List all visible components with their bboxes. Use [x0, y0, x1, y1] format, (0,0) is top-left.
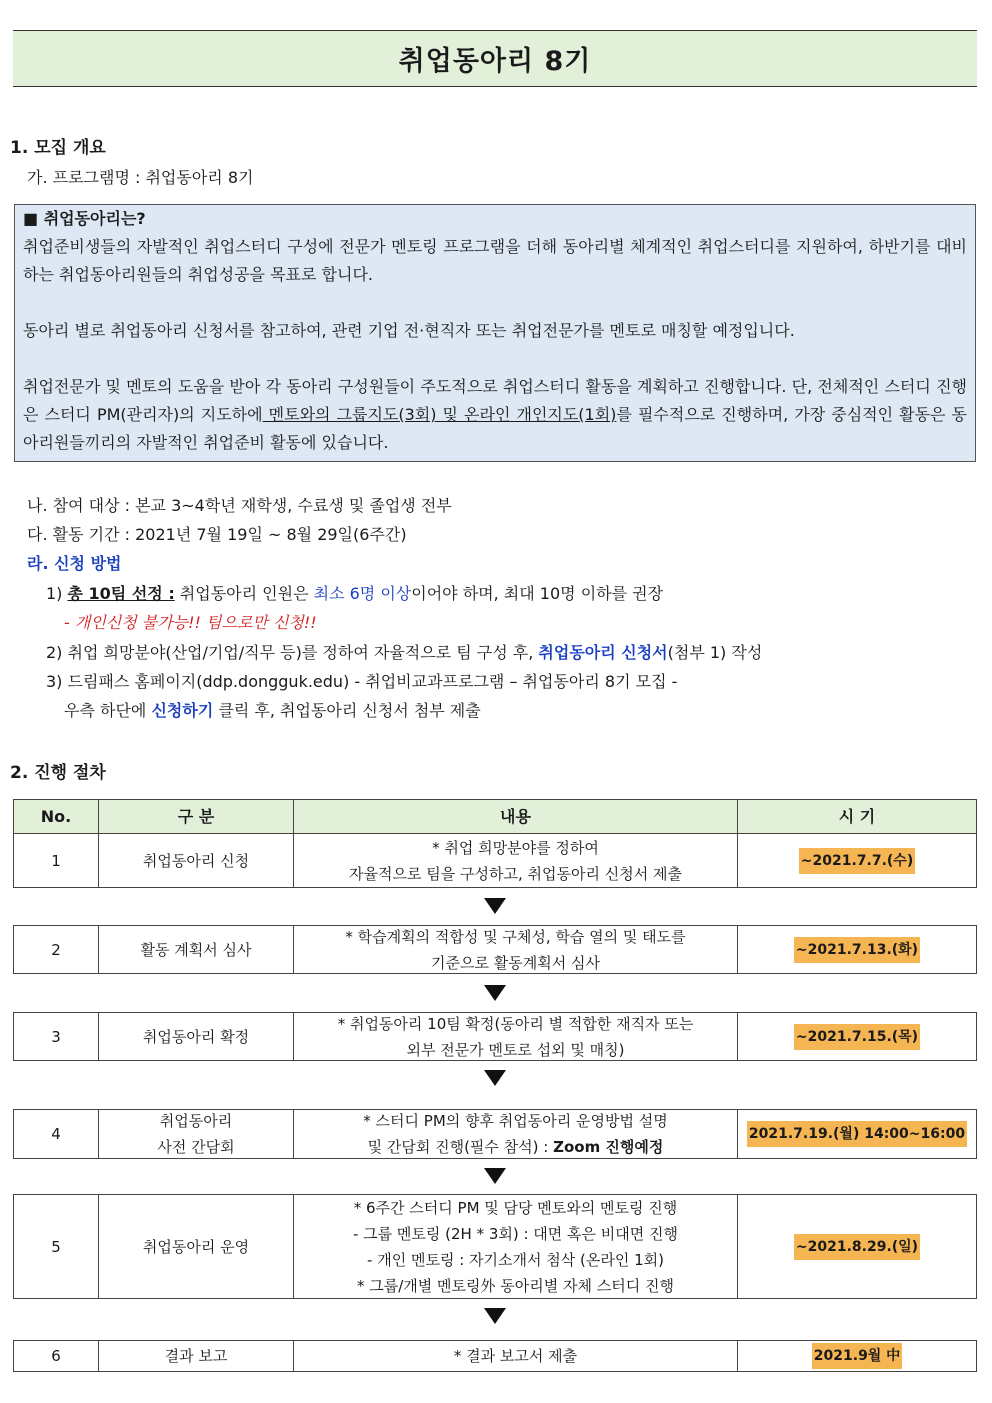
row-no: 1: [14, 834, 99, 887]
table-header: [13, 799, 977, 834]
row-timing: [738, 1195, 976, 1298]
content-line: 외부 전문가 멘토로 섭외 및 매칭): [406, 1040, 625, 1059]
row-content: [294, 1013, 738, 1060]
apply-item-1-blue: 최소 6명 이상: [313, 584, 412, 603]
header-content: 내용: [294, 800, 738, 833]
timing-highlight: ~2021.7.15.(목): [794, 1024, 920, 1050]
page-title: 취업동아리 8기: [13, 30, 977, 87]
activity-period: 다. 활동 기간 : 2021년 7월 19일 ~ 8월 29일(6주간): [27, 525, 407, 544]
apply-item-1: [46, 581, 663, 604]
intro-p3-b: 를 필수적으로 진행하며, 가장 중심적인 활동은 동아리원들끼리의 자발적인 취업준비 활동에 있습니다.: [23, 405, 967, 452]
apply-link: 신청하기: [151, 701, 214, 720]
content-line: 자율적으로 팀을 구성하고, 취업동아리 신청서 제출: [349, 864, 682, 883]
content-line: - 그룹 멘토링 (2H * 3회) : 대면 혹은 비대면 진행: [352, 1224, 679, 1243]
apply-item-2-blue: 취업동아리 신청서: [538, 643, 668, 662]
intro-paragraph-3: [23, 373, 967, 457]
apply-item-1-rest: 이어야 하며, 최대 10명 이하를 권장: [411, 584, 664, 603]
row-category: 취업동아리 확정: [99, 1013, 294, 1060]
table-row: [13, 833, 977, 888]
timing-highlight: ~2021.8.29.(일): [794, 1234, 920, 1260]
timing-highlight: ~2021.7.13.(화): [794, 937, 920, 963]
row-no: 2: [14, 926, 99, 973]
content-line: * 스터디 PM의 향후 취업동아리 운영방법 설명: [363, 1112, 668, 1130]
timing-highlight: 2021.9월 中: [812, 1343, 902, 1369]
participation-target: 나. 참여 대상 : 본교 3~4학년 재학생, 수료생 및 졸업생 전부: [27, 496, 452, 515]
row-category: 결과 보고: [99, 1341, 294, 1371]
row-content: [294, 834, 738, 887]
row-timing: [738, 1110, 976, 1158]
row-content: * 결과 보고서 제출: [294, 1341, 738, 1371]
apply-item-2: [46, 640, 762, 663]
apply-heading: 라. 신청 방법: [27, 554, 122, 573]
down-arrow-icon: [484, 1308, 506, 1324]
content-line: * 학습계획의 적합성 및 구체성, 학습 열의 및 태도를: [345, 927, 686, 946]
down-arrow-icon: [484, 1168, 506, 1184]
row-timing: [738, 1013, 976, 1060]
row-no: 5: [14, 1195, 99, 1298]
content-line: [368, 1134, 664, 1160]
zoom-note: Zoom 진행예정: [553, 1138, 664, 1156]
content-line: * 6주간 스터디 PM 및 담당 멘토와의 멘토링 진행: [353, 1198, 678, 1217]
row-no: 4: [14, 1110, 99, 1158]
program-name: 가. 프로그램명 : 취업동아리 8기: [27, 168, 254, 187]
content-line: - 개인 멘토링 : 자기소개서 첨삭 (온라인 1회): [367, 1250, 664, 1269]
row-category: 취업동아리 운영: [99, 1195, 294, 1298]
content-line: * 그룹/개별 멘토링外 동아리별 자체 스터디 진행: [357, 1276, 674, 1295]
row-category: [99, 1110, 294, 1158]
row-timing: [738, 926, 976, 973]
content-line: * 취업동아리 10팀 확정(동아리 별 적합한 재직자 또는: [337, 1014, 694, 1033]
category-line: 사전 간담회: [157, 1138, 235, 1156]
row-content: [294, 1195, 738, 1298]
down-arrow-icon: [484, 1070, 506, 1086]
intro-p3-underlined: 멘토와의 그룹지도(3회) 및 온라인 개인지도(1회): [262, 405, 617, 424]
header-category: 구 분: [99, 800, 294, 833]
section2-heading: 2. 진행 절차: [10, 763, 106, 783]
table-row: [13, 1109, 977, 1159]
apply-item-1-bold: 총 10팀 선정 :: [67, 584, 175, 603]
row-no: 6: [14, 1341, 99, 1371]
header-no: No.: [14, 800, 99, 833]
intro-title: ■ 취업동아리는?: [23, 209, 146, 228]
table-row: [13, 1194, 977, 1299]
intro-paragraph-1: 취업준비생들의 자발적인 취업스터디 구성에 전문가 멘토링 프로그램을 더해 동아리별 체계적인 취업스터디를 지원하여, 하반기를 대비하는 취업동아리원들의 취업성공을 목표로 합니다.: [23, 237, 967, 284]
row-timing: [738, 834, 976, 887]
header-timing: 시 기: [838, 806, 876, 826]
row-content: [294, 926, 738, 973]
table-row: [13, 1340, 977, 1372]
category-line: 취업동아리: [159, 1112, 233, 1130]
apply-item-1-prefix: 1): [46, 584, 68, 603]
down-arrow-icon: [484, 898, 506, 914]
down-arrow-icon: [484, 985, 506, 1001]
content-line-text: 및 간담회 진행(필수 참석) :: [367, 1138, 554, 1156]
row-category: 활동 계획서 심사: [99, 926, 294, 973]
timing-highlight: ~2021.7.7.(수): [799, 848, 915, 874]
apply-item-2-rest: (첨부 1) 작성: [667, 643, 763, 662]
row-category: 취업동아리 신청: [99, 834, 294, 887]
apply-note: - 개인신청 불가능!! 팀으로만 신청!!: [64, 613, 317, 632]
apply-item-1-text: 취업동아리 인원은: [174, 584, 314, 603]
intro-box: [14, 204, 976, 462]
apply-item-3-rest: 클릭 후, 취업동아리 신청서 첨부 제출: [213, 701, 481, 720]
table-row: [13, 925, 977, 974]
content-line: 기준으로 활동계획서 심사: [431, 953, 600, 972]
section1-heading: 1. 모집 개요: [10, 138, 106, 158]
apply-item-3-cont: [64, 698, 481, 721]
timing-highlight: 2021.7.19.(월) 14:00~16:00: [747, 1121, 967, 1147]
content-line: * 취업 희망분야를 정하여: [432, 838, 599, 857]
table-row: [13, 1012, 977, 1061]
intro-paragraph-2: 동아리 별로 취업동아리 신청서를 참고하여, 관련 기업 전·현직자 또는 취업전문가를 멘토로 매칭할 예정입니다.: [23, 321, 795, 340]
row-content: [294, 1110, 738, 1158]
apply-item-2-text: 2) 취업 희망분야(산업/기업/직무 등)를 정하여 자율적으로 팀 구성 후,: [46, 643, 539, 662]
intro-p3-a: 취업전문가 및 멘토의 도움을 받아 각 동아리 구성원들이 주도적으로 취업스터디 활동을 계획하고 진행합니다. 단, 전체적인 스터디 진행은 스터디 PM(관리자)의 지도하에: [23, 377, 967, 424]
apply-item-3-pre: 우측 하단에: [64, 701, 152, 720]
row-timing: [738, 1341, 976, 1371]
row-no: 3: [14, 1013, 99, 1060]
apply-item-3: 3) 드림패스 홈페이지(ddp.dongguk.edu) - 취업비교과프로그램 – 취업동아리 8기 모집 -: [46, 672, 678, 691]
